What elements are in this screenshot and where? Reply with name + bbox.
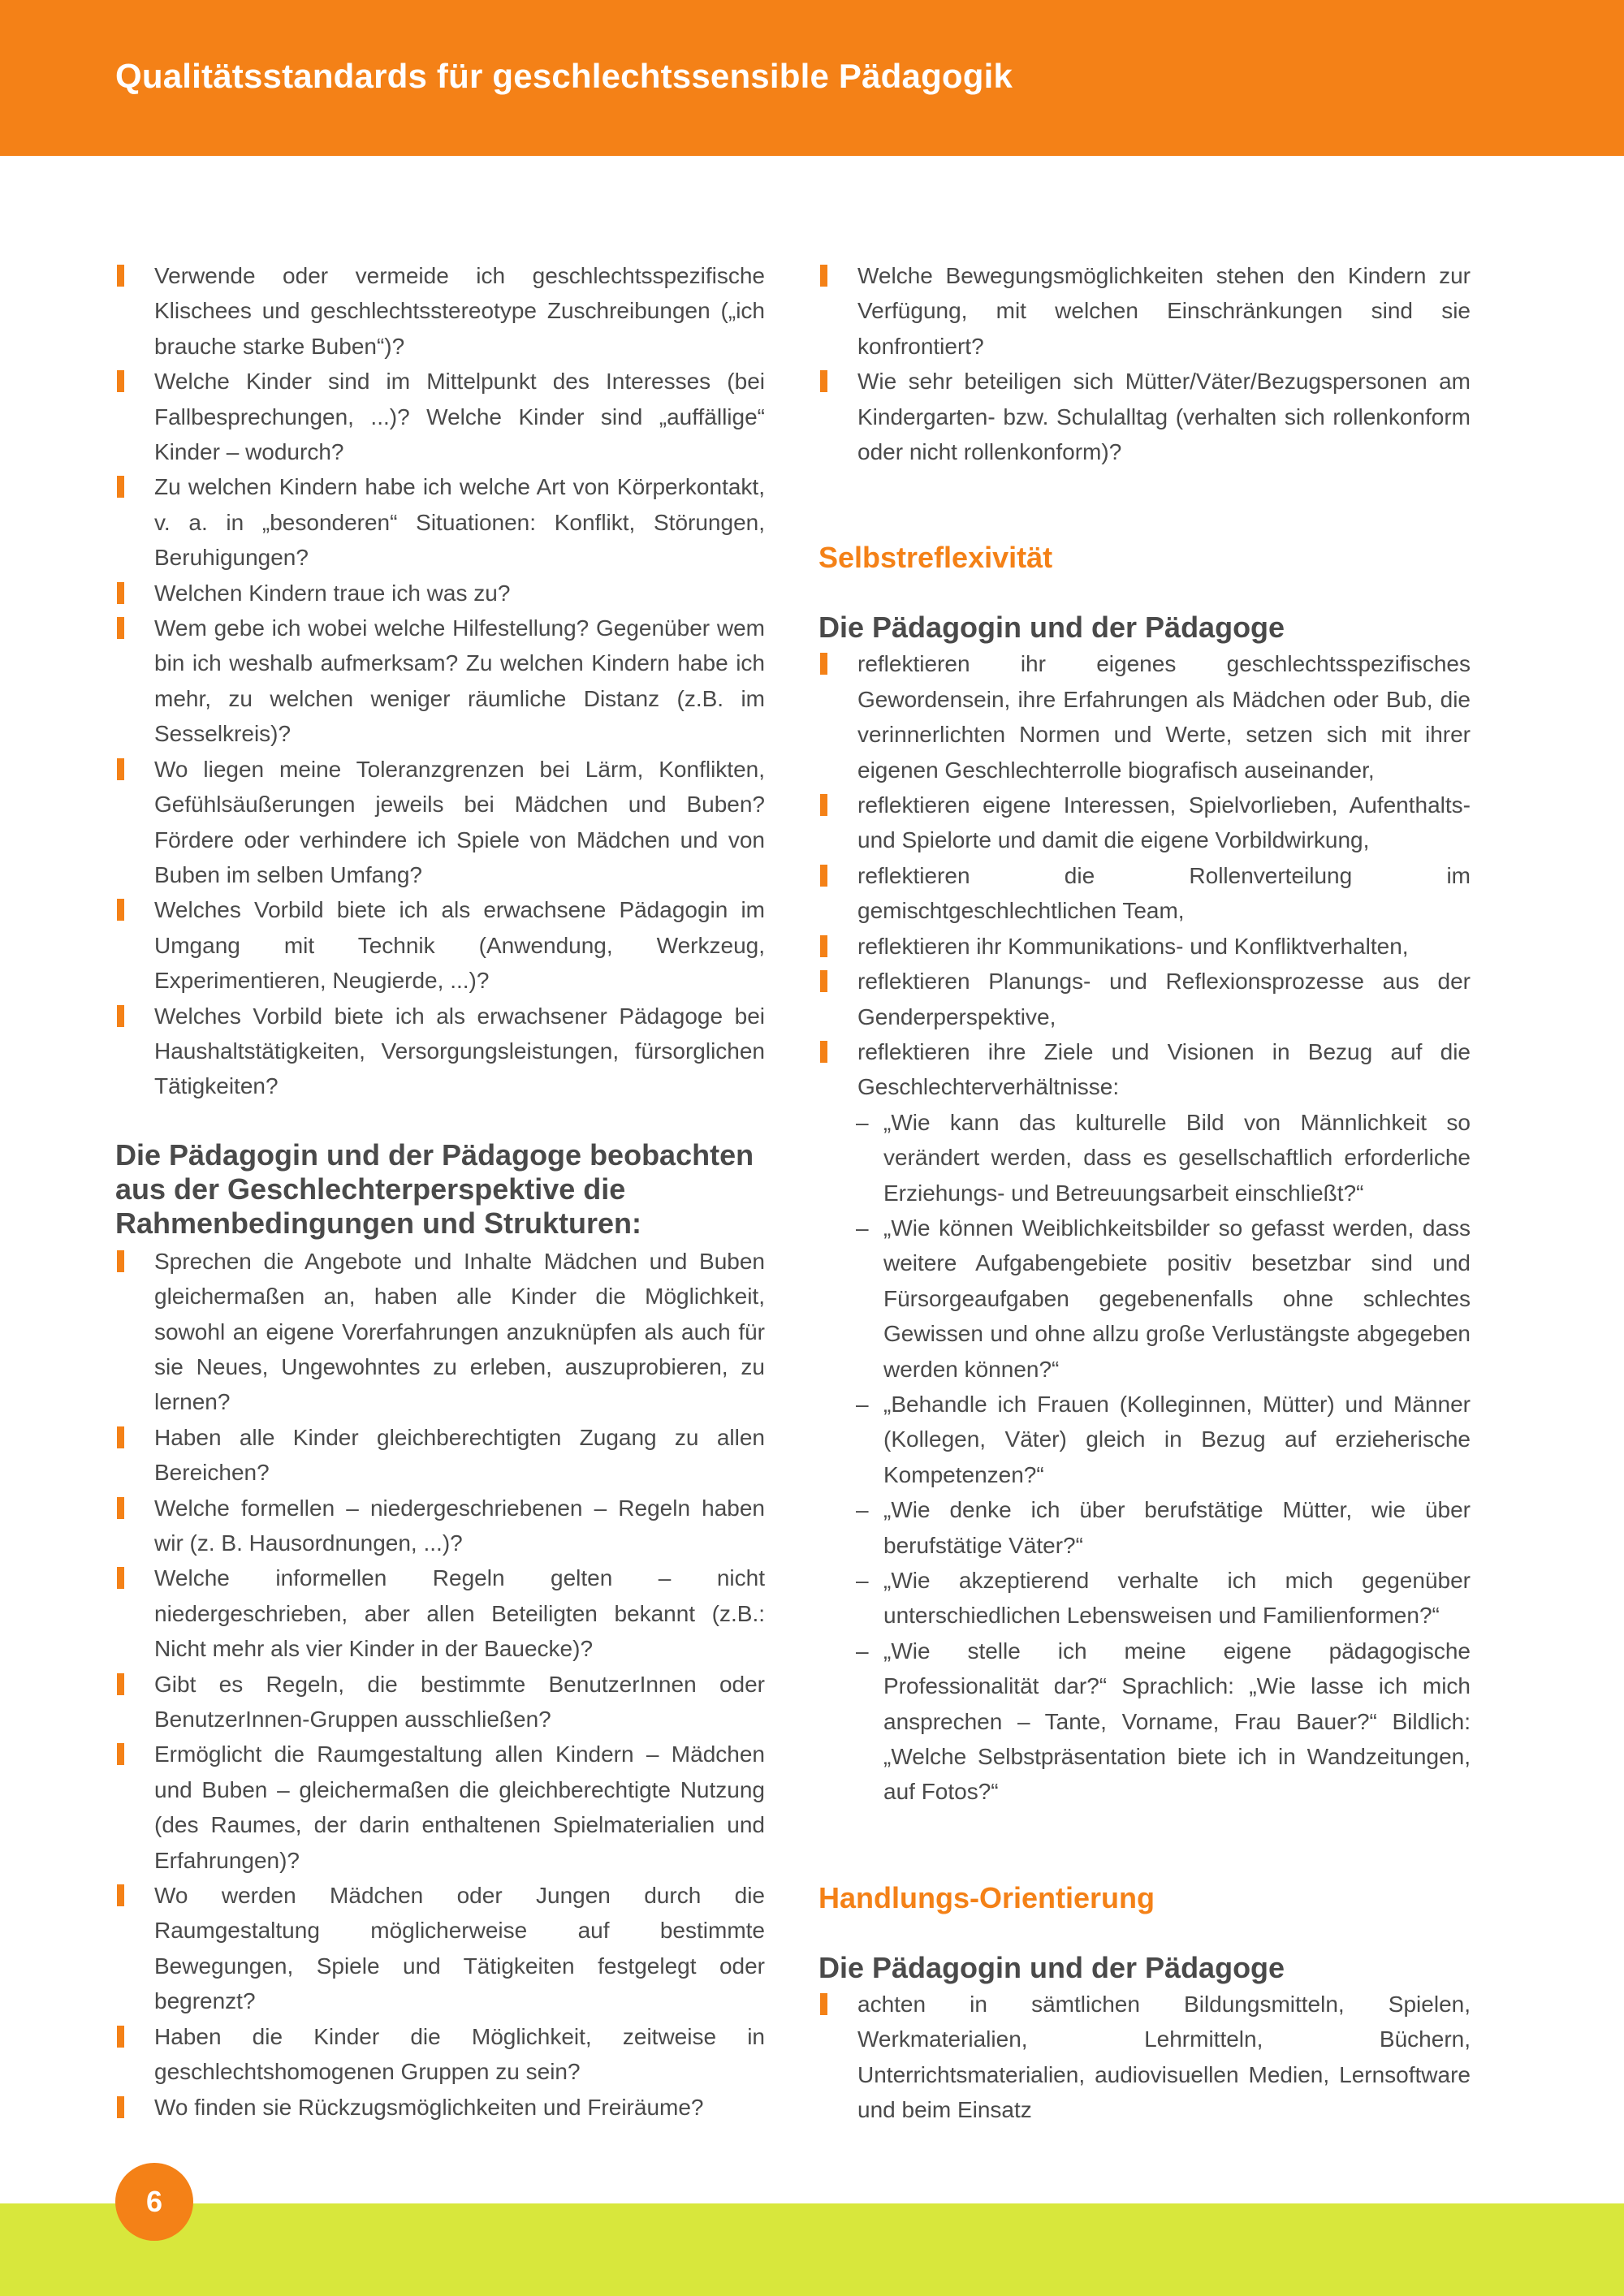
section-title-selbstreflexivitaet: Selbstreflexivität [818,541,1053,575]
page-title: Qualitätsstandards für geschlechtssensible Pädagogik [115,57,1013,95]
header-band [0,0,1624,156]
sub-list-item: – „Wie denke ich über berufstätige Mütter, wie über berufstätige Väter?“ [856,1492,1471,1563]
list-item: Welche Kinder sind im Mittelpunkt des Interesses (bei Fallbesprechungen, ...)? Welche Kinder sind „auffällige“ Kinder – wodurch? [115,364,765,469]
list-item: Haben die Kinder die Möglichkeit, zeitweise in geschlechtshomogenen Gruppen zu sein? [115,2019,765,2090]
list-item: Gibt es Regeln, die bestimmte BenutzerInnen oder BenutzerInnen-Gruppen ausschließen? [115,1667,765,1737]
right-column [818,258,1471,2127]
list-item: achten in sämtlichen Bildungsmitteln, Spielen, Werkmaterialien, Lehrmitteln, Büchern, Unterrichtsmaterialien, audiovisuellen Medien, Lernsoftware und beim Einsatz [818,1987,1471,2128]
list-item: Welche informellen Regeln gelten – nicht niedergeschrieben, aber allen Beteiligten bekannt (z.B.: Nicht mehr als vier Kinder in der Bauecke)? [115,1560,765,1666]
section-title-handlungs-orientierung: Handlungs-Orientierung [818,1880,1155,1914]
list-item: reflektieren ihr Kommunikations- und Konfliktverhalten, [818,929,1471,964]
list-item: Welche formellen – niedergeschriebenen – Regeln haben wir (z. B. Hausordnungen, ...)? [115,1491,765,1561]
list-item: Sprechen die Angebote und Inhalte Mädchen und Buben gleichermaßen an, haben alle Kinder die Möglichkeit, sowohl an eigene Vorerfahrungen anzuknüpfen als auch für sie Neues, Ungewohntes zu erleben, auszuprobieren, zu lernen? [115,1244,765,1420]
list-item: reflektieren ihre Ziele und Visionen in Bezug auf die Geschlechterverhältnisse: [818,1034,1471,1105]
list-item: Wo liegen meine Toleranzgrenzen bei Lärm, Konflikten, Gefühlsäußerungen jeweils bei Mädchen und Buben? Fördere oder verhindere ich Spiele von Mädchen und von Buben im selben Umfang? [115,752,765,893]
list-item: Verwende oder vermeide ich geschlechtsspezifische Klischees und geschlechtsstereotype Zuschreibungen („ich brauche starke Buben“)? [115,258,765,364]
list-item: Welches Vorbild biete ich als erwachsene Pädagogin im Umgang mit Technik (Anwendung, Werkzeug, Experimentieren, Neugierde, ...)? [115,892,765,998]
reflection-list [818,646,1471,1104]
action-list [818,1987,1471,2128]
list-item: reflektieren eigene Interessen, Spielvorlieben, Aufenthalts- und Spielorte und damit die eigene Vorbildwirkung, [818,788,1471,858]
sub-list-item: – „Behandle ich Frauen (Kolleginnen, Mütter) und Männer (Kollegen, Väter) gleich in Bezug auf erzieherische Kompetenzen?“ [856,1387,1471,1492]
left-column [115,258,765,2125]
footer-band [0,2203,1624,2296]
list-item: reflektieren Planungs- und Reflexionsprozesse aus der Genderperspektive, [818,964,1471,1034]
list-item: Ermöglicht die Raumgestaltung allen Kindern – Mädchen und Buben – gleichermaßen die gleichberechtigte Nutzung (des Raumes, der darin enthaltenen Spielmaterialien und Erfahrungen)? [115,1737,765,1878]
section-subheading: Die Pädagogin und der Pädagoge [818,611,1285,645]
list-item: Wem gebe ich wobei welche Hilfestellung? Gegenüber wem bin ich weshalb aufmerksam? Zu welchen Kindern habe ich mehr, zu welchen weniger räumliche Distanz (z.B. im Sesselkreis)? [115,611,765,752]
framework-questions-list [115,1244,765,2125]
list-item: reflektieren die Rollenverteilung im gemischtgeschlechtlichen Team, [818,858,1471,929]
list-item: Welches Vorbild biete ich als erwachsener Pädagoge bei Haushaltstätigkeiten, Versorgungsleistungen, fürsorglichen Tätigkeiten? [115,999,765,1104]
list-item: Wie sehr beteiligen sich Mütter/Väter/Bezugspersonen am Kindergarten- bzw. Schulalltag (verhalten sich rollenkonform oder nicht rollenkonform)? [818,364,1471,469]
section-subheading: Die Pädagogin und der Pädagoge [818,1950,1285,1984]
sub-list-item: – „Wie stelle ich meine eigene pädagogische Professionalität dar?“ Sprachlich: „Wie lasse ich mich ansprechen – Tante, Vorname, Frau Bauer?“ Bildlich: „Welche Selbstpräsentation biete ich in Wandzeitungen, auf Fotos?“ [856,1634,1471,1810]
environment-questions-list [818,258,1471,469]
self-questions-list [115,258,765,1104]
sub-list-item: – „Wie kann das kulturelle Bild von Männlichkeit so verändert werden, dass es gesellschaftlich erforderliche Erziehungs- und Betreuungsarbeit einschließt?“ [856,1105,1471,1211]
page-number: 6 [115,2163,193,2241]
framework-heading: Die Pädagogin und der Pädagoge beobachten aus der Geschlechterperspektive die Rahmenbedingungen und Strukturen: [115,1137,754,1240]
list-item: Welchen Kindern traue ich was zu? [115,576,765,611]
list-item: Welche Bewegungsmöglichkeiten stehen den Kindern zur Verfügung, mit welchen Einschränkungen sind sie konfrontiert? [818,258,1471,364]
list-item: Haben alle Kinder gleichberechtigten Zugang zu allen Bereichen? [115,1420,765,1491]
sub-list-item: – „Wie können Weiblichkeitsbilder so gefasst werden, dass weitere Aufgabengebiete positiv besetzbar sind und Fürsorgeaufgaben gegebenenfalls ohne schlechtes Gewissen und ohne allzu große Verlustängste abgegeben werden können?“ [856,1211,1471,1387]
reflection-sublist [818,1105,1471,1810]
list-item: Zu welchen Kindern habe ich welche Art von Körperkontakt, v. a. in „besonderen“ Situationen: Konflikt, Störungen, Beruhigungen? [115,469,765,575]
list-item: Wo werden Mädchen oder Jungen durch die Raumgestaltung möglicherweise auf bestimmte Bewegungen, Spiele und Tätigkeiten festgelegt oder begrenzt? [115,1878,765,2019]
list-item: Wo finden sie Rückzugsmöglichkeiten und Freiräume? [115,2090,765,2125]
sub-list-item: – „Wie akzeptierend verhalte ich mich gegenüber unterschiedlichen Lebensweisen und Familienformen?“ [856,1563,1471,1634]
list-item: reflektieren ihr eigenes geschlechtsspezifisches Gewordensein, ihre Erfahrungen als Mädchen oder Bub, die verinnerlichten Normen und Werte, setzen sich mit ihrer eigenen Geschlechterrolle biografisch auseinander, [818,646,1471,788]
